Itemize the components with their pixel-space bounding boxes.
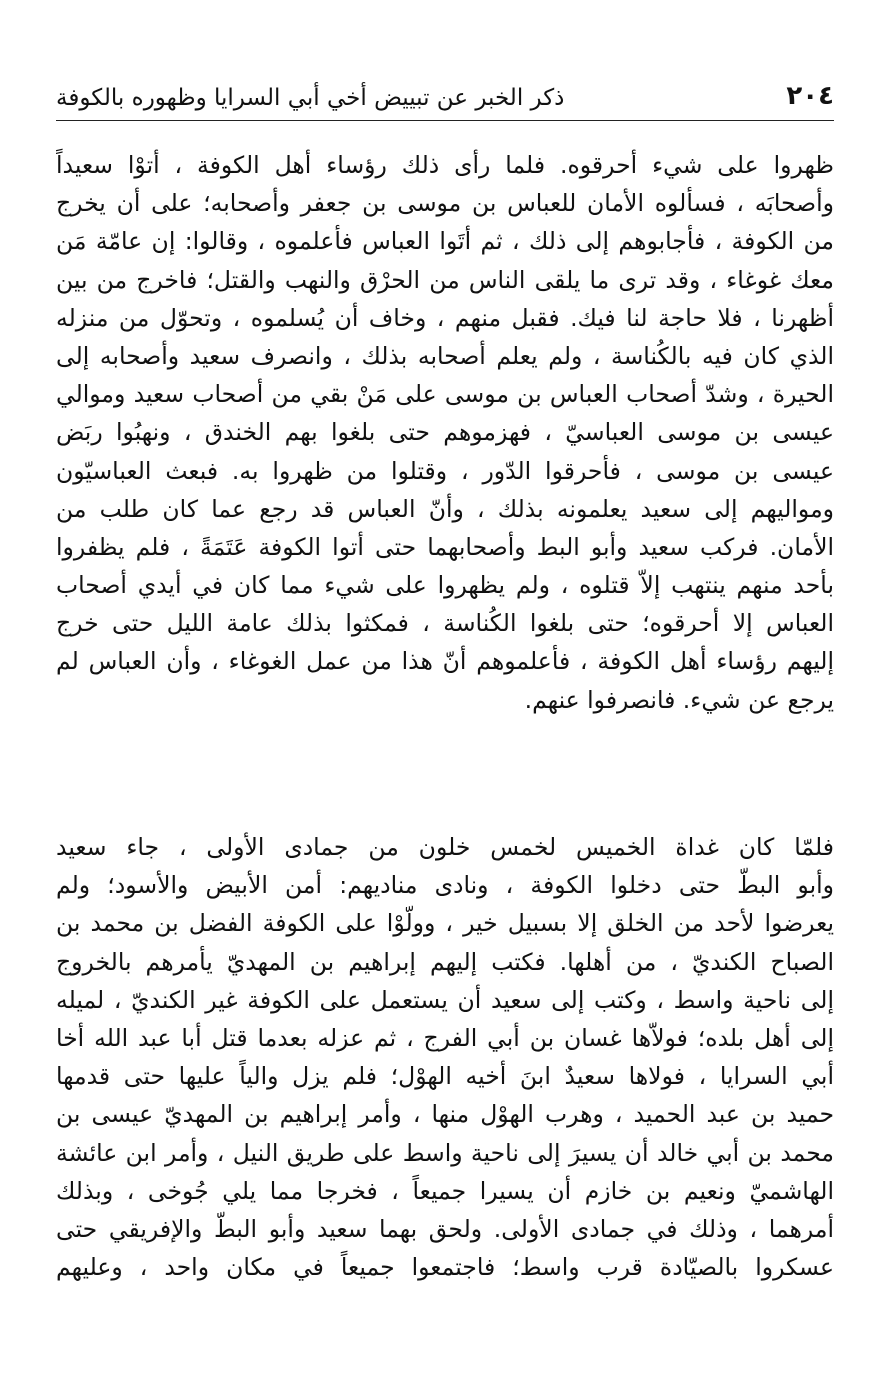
text-line: وأصحابَه ، فسألوه الأمان للعباس بن موسى بن جعفر وأصحابه؛ على أن يخرج xyxy=(56,189,834,218)
text-line: بأحد منهم ينتهب إلاّ قتلوه ، ولم يظهروا على شيء مما كان في أيدي أصحاب xyxy=(56,571,834,600)
text-line: الذي كان فيه بالكُناسة ، ولم يعلم أصحابه بذلك ، وانصرف سعيد وأصحابه إلى xyxy=(56,341,834,370)
text-line-last: يرجع عن شيء. فانصرفوا عنهم. xyxy=(524,685,834,714)
paragraph-1 xyxy=(56,146,834,719)
text-line: ظهروا على شيء أحرقوه. فلما رأى ذلك رؤساء أهل الكوفة ، أتوْا سعيداً xyxy=(56,151,834,179)
paragraph-text xyxy=(56,146,834,719)
text-line: إلى ناحية واسط ، وكتب إلى سعيد أن يستعمل على الكوفة غير الكنديّ ، لميله xyxy=(56,985,834,1014)
paragraph-2 xyxy=(56,828,834,1286)
text-line: الحيرة ، وشدّ أصحاب العباس بن موسى على مَنْ بقي من أصحاب سعيد وموالي xyxy=(56,380,834,409)
page-number: ٢٠٤ xyxy=(786,81,834,111)
text-line: أظهرنا ، فلا حاجة لنا فيك. فقبل منهم ، وخاف أن يُسلموه ، وتحوّل من منزله xyxy=(56,303,834,332)
text-line: إليهم رؤساء أهل الكوفة ، فأعلموهم أنّ هذا من عمل الغوغاء ، وأن العباس لم xyxy=(56,647,834,676)
text-line: محمد بن أبي خالد أن يسيرَ إلى ناحية واسط على طريق النيل ، وأمر ابن عائشة xyxy=(56,1138,834,1167)
text-line: أبي السرايا ، فولاها سعيدٌ ابنَ أخيه الهوْل؛ فلم يزل والياً عليها حتى قدمها xyxy=(56,1062,834,1091)
text-line: عيسى بن موسى ، فأحرقوا الدّور ، وقتلوا من ظهروا به. فبعث العباسيّون xyxy=(56,456,834,485)
running-title: ذكر الخبر عن تبييض أخي أبي السرايا وظهوره بالكوفة xyxy=(56,85,565,111)
paragraph-text xyxy=(56,828,834,1286)
text-line: أمرهما ، وذلك في جمادى الأولى. ولحق بهما سعيد وأبو البطّ والإفريقي حتى xyxy=(56,1214,834,1243)
text-line: عيسى بن موسى العباسيّ ، فهزموهم حتى بلغوا بهم الخندق ، ونهبُوا ربَض xyxy=(56,418,834,447)
text-line: عسكروا بالصيّادة قرب واسط؛ فاجتمعوا جميعاً في مكان واحد ، وعليهم xyxy=(56,1253,834,1282)
page-header xyxy=(56,76,834,121)
text-line: الأمان. فركب سعيد وأبو البط وأصحابهما حتى أتوا الكوفة عَتَمَةً ، فلم يظفروا xyxy=(56,532,834,561)
text-line: العباس إلا أحرقوه؛ حتى بلغوا الكُناسة ، فمكثوا بذلك عامة الليل حتى خرج xyxy=(56,609,834,638)
text-line: وأبو البطّ حتى دخلوا الكوفة ، ونادى مناديهم: أمن الأبيض والأسود؛ ولم xyxy=(56,871,834,900)
text-line: معك غوغاء ، وقد ترى ما يلقى الناس من الحرْق والنهب والقتل؛ فاخرج من بين xyxy=(56,265,834,294)
text-line: من الكوفة ، فأجابوهم إلى ذلك ، ثم أتَوا العباس فأعلموه ، وقالوا: إن عامّة مَن xyxy=(56,227,834,256)
text-line: فلمّا كان غداة الخميس لخمس خلون من جمادى الأولى ، جاء سعيد xyxy=(56,833,834,861)
text-line: الهاشميّ ونعيم بن خازم أن يسيرا جميعاً ، فخرجا مما يلي جُوخى ، وبذلك xyxy=(56,1176,834,1205)
text-line: الصباح الكنديّ ، من أهلها. فكتب إليهم إبراهيم بن المهديّ يأمرهم بالخروج xyxy=(56,947,834,976)
text-line: إلى أهل بلده؛ فولاّها غسان بن أبي الفرج ، ثم عزله بعدما قتل أبا عبد الله أخا xyxy=(56,1023,834,1052)
text-line: ومواليهم إلى سعيد يعلمونه بذلك ، وأنّ العباس قد رجع عما كان طلب من xyxy=(56,494,834,523)
text-line: حميد بن عبد الحميد ، وهرب الهوْل منها ، وأمر إبراهيم بن المهديّ عيسى بن xyxy=(56,1100,834,1129)
text-line: يعرضوا لأحد من الخلق إلا بسبيل خير ، وولّوْا على الكوفة الفضل بن محمد بن xyxy=(56,909,834,938)
